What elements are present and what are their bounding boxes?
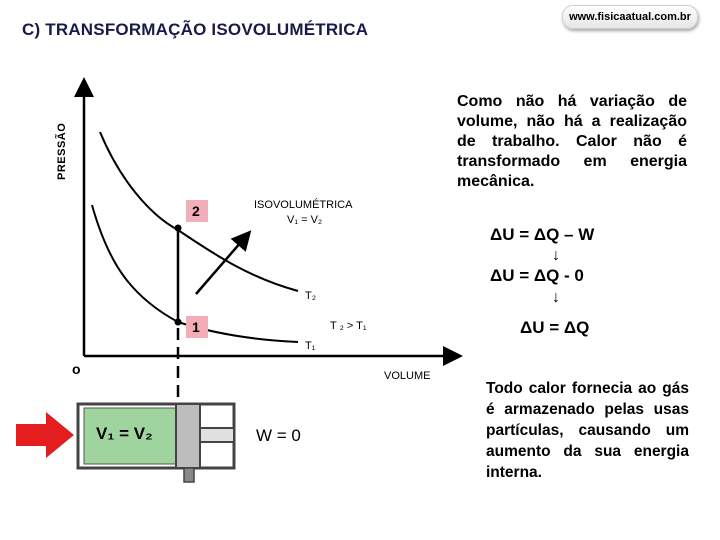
- isotherm-t2-label: T₂: [305, 290, 316, 302]
- x-axis-label: VOLUME: [384, 370, 431, 382]
- piston-rod: [200, 428, 234, 442]
- temperature-relation: T ₂ > T₁: [330, 320, 367, 332]
- process-condition: V₁ = V₂: [287, 214, 323, 226]
- explanation-text: Como não há variação de volume, não há a realização de trabalho. Calor não é transformado em energia mecânica.: [457, 93, 687, 190]
- piston-lock: [184, 468, 194, 482]
- y-axis-label: PRESSÃO: [56, 122, 68, 180]
- label-pointer-arrow: [196, 234, 248, 294]
- isotherm-t1-label: T₁: [305, 340, 316, 352]
- process-title: ISOVOLUMÉTRICA: [254, 199, 353, 211]
- equation-first-law: ΔU = ΔQ – W: [490, 225, 595, 244]
- page-title: C) TRANSFORMAÇÃO ISOVOLUMÉTRICA: [22, 20, 369, 39]
- piston-head: [176, 404, 200, 468]
- equation-arrow-1: ↓: [552, 247, 560, 264]
- state-2-label: 2: [192, 203, 200, 219]
- state-1-point: [175, 319, 182, 326]
- equation-substituted: ΔU = ΔQ - 0: [490, 266, 584, 285]
- equation-result: ΔU = ΔQ: [520, 318, 590, 337]
- state-2-point: [175, 225, 182, 232]
- state-1-label: 1: [192, 319, 200, 335]
- origin-label: o: [72, 361, 81, 377]
- heat-input-arrow: [16, 412, 74, 458]
- site-link[interactable]: www.fisicaatual.com.br: [562, 5, 698, 29]
- piston-work-label: W = 0: [256, 426, 301, 445]
- equation-arrow-2: ↓: [552, 289, 560, 306]
- piston-volume-label: V₁ = V₂: [96, 424, 153, 443]
- conclusion-text: Todo calor fornecia ao gás é armazenado pelas usas partículas, causando um aumento da sua energia interna.: [486, 380, 689, 481]
